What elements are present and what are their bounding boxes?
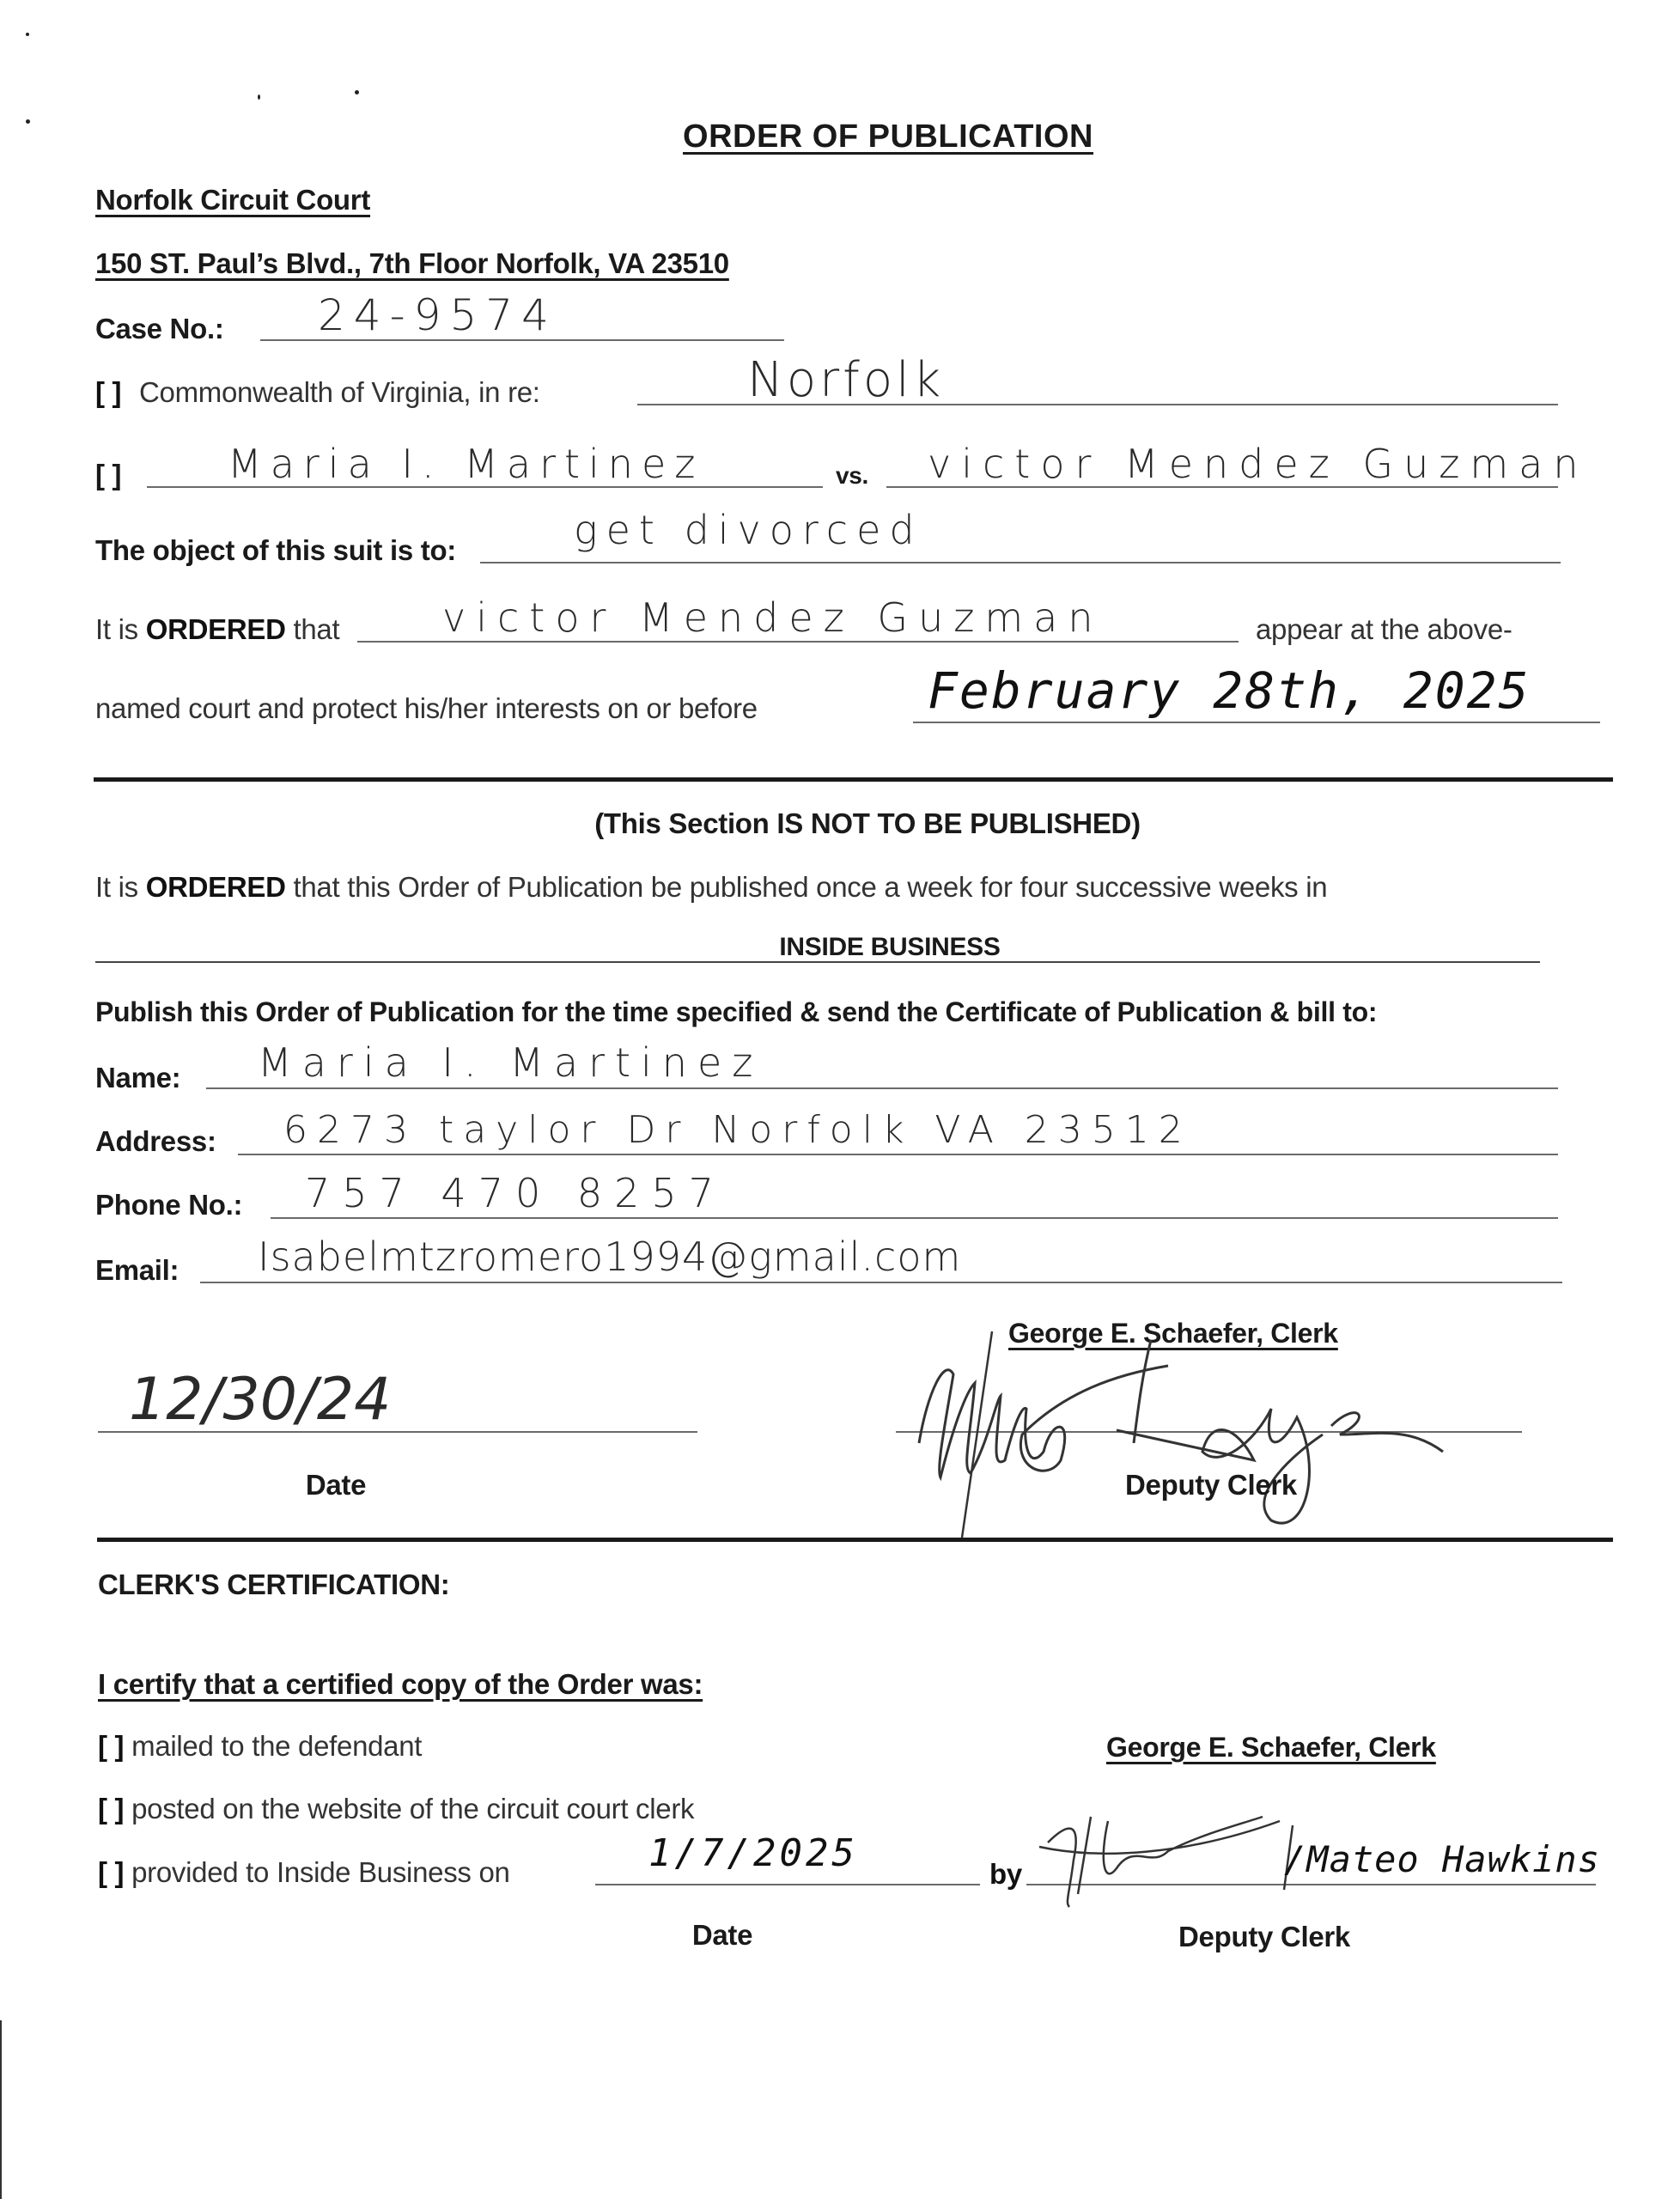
court-name: Norfolk Circuit Court <box>95 184 371 216</box>
appear-text: appear at the above- <box>1256 613 1513 645</box>
phone-underline <box>271 1217 1558 1219</box>
scan-speck <box>355 90 359 94</box>
order-rest: that this Order of Publication be published once a week for four successive weeks in <box>285 871 1328 903</box>
phone-label: Phone No.: <box>95 1189 243 1221</box>
ordered-that: that <box>285 613 340 645</box>
deputy-initials-signature <box>1031 1808 1306 1911</box>
case-no-label: Case No.: <box>95 313 224 344</box>
order-date-value[interactable]: 12/30/24 <box>129 1366 392 1434</box>
option-provided <box>98 1858 510 1886</box>
email-underline <box>200 1282 1562 1283</box>
scan-edge-line <box>0 2020 2 2199</box>
ordered-party-underline <box>357 641 1239 643</box>
ordered-sentence-prefix <box>95 615 339 643</box>
certification-divider <box>97 1538 1613 1542</box>
publication-underline <box>95 961 1540 963</box>
ordered-party-value[interactable]: victor Mendez Guzman <box>442 594 1104 641</box>
publication-order-text <box>95 873 1327 901</box>
phone-value[interactable]: 757 470 8257 <box>305 1170 726 1216</box>
by-label: by <box>989 1858 1022 1890</box>
certification-clerk-name: George E. Schaefer, Clerk <box>1106 1732 1436 1763</box>
certification-date-label: Date <box>691 1919 753 1951</box>
deputy-clerk-label: Deputy Clerk <box>1125 1469 1297 1501</box>
ordered-prefix: It is <box>95 613 146 645</box>
certify-text: I certify that a certified copy of the Order was: <box>98 1668 703 1700</box>
publication-name: INSIDE BUSINESS <box>779 933 1001 961</box>
email-label: Email: <box>95 1254 180 1286</box>
provided-date-value[interactable]: 1/7/2025 <box>648 1831 858 1875</box>
provided-date-underline <box>595 1884 980 1885</box>
clerk-name: George E. Schaefer, Clerk <box>1008 1318 1338 1349</box>
date-label: Date <box>305 1469 367 1501</box>
deputy-signature-name: /Mateo Hawkins <box>1284 1838 1601 1880</box>
email-value[interactable]: Isabelmtzromero1994@gmail.com <box>258 1234 962 1280</box>
deputy-clerk-signature <box>893 1323 1529 1546</box>
publish-instructions: Publish this Order of Publication for the time specified & send the Certificate of Publication & bill to: <box>95 996 1378 1027</box>
address-underline <box>238 1154 1558 1155</box>
document-title: ORDER OF PUBLICATION <box>683 119 1093 155</box>
certification-heading: CLERK'S CERTIFICATION: <box>98 1569 450 1600</box>
section-divider <box>94 777 1613 782</box>
address-label: Address: <box>95 1125 216 1157</box>
deadline-value[interactable]: February 28th, 2025 <box>928 661 1531 720</box>
mailed-checkbox[interactable]: [ ] <box>98 1730 125 1762</box>
posted-checkbox[interactable]: [ ] <box>98 1793 125 1824</box>
vs-label: vs. <box>836 462 869 489</box>
option-posted <box>98 1794 694 1823</box>
object-underline <box>480 562 1561 563</box>
commonwealth-value[interactable]: Norfolk <box>747 352 945 408</box>
scan-speck <box>258 94 260 100</box>
provided-label: provided to Inside Business on <box>131 1856 510 1888</box>
defendant-value[interactable]: victor Mendez Guzman <box>928 441 1589 487</box>
mailed-label: mailed to the defendant <box>131 1730 423 1762</box>
object-value[interactable]: get divorced <box>574 507 923 553</box>
certification-deputy-clerk-label: Deputy Clerk <box>1178 1921 1350 1952</box>
name-underline <box>206 1087 1558 1089</box>
case-no-value[interactable]: 24-9574 <box>318 290 557 340</box>
name-label: Name: <box>95 1062 181 1093</box>
name-value[interactable]: Maria I. Martinez <box>258 1039 764 1086</box>
named-court-text: named court and protect his/her interests on or before <box>95 692 758 724</box>
commonwealth-label: Commonwealth of Virginia, in re: <box>139 376 540 408</box>
order-bold: ORDERED <box>145 871 286 903</box>
parties-checkbox[interactable]: [ ] <box>95 459 122 490</box>
commonwealth-checkbox[interactable]: [ ] <box>95 376 122 408</box>
plaintiff-value[interactable]: Maria I. Martinez <box>228 441 704 487</box>
deadline-underline <box>913 722 1600 723</box>
scan-speck <box>26 119 30 124</box>
provided-checkbox[interactable]: [ ] <box>98 1856 125 1888</box>
object-label: The object of this suit is to: <box>95 534 457 566</box>
order-prefix: It is <box>95 871 146 903</box>
option-mailed <box>98 1732 422 1760</box>
ordered-bold: ORDERED <box>145 613 286 645</box>
unpublished-notice: (This Section IS NOT TO BE PUBLISHED) <box>594 807 1141 839</box>
scan-speck <box>26 33 29 36</box>
address-value[interactable]: 6273 taylor Dr Norfolk VA 23512 <box>283 1108 1192 1152</box>
posted-label: posted on the website of the circuit court clerk <box>131 1793 695 1824</box>
court-address: 150 ST. Paul’s Blvd., 7th Floor Norfolk, VA 23510 <box>95 247 729 279</box>
